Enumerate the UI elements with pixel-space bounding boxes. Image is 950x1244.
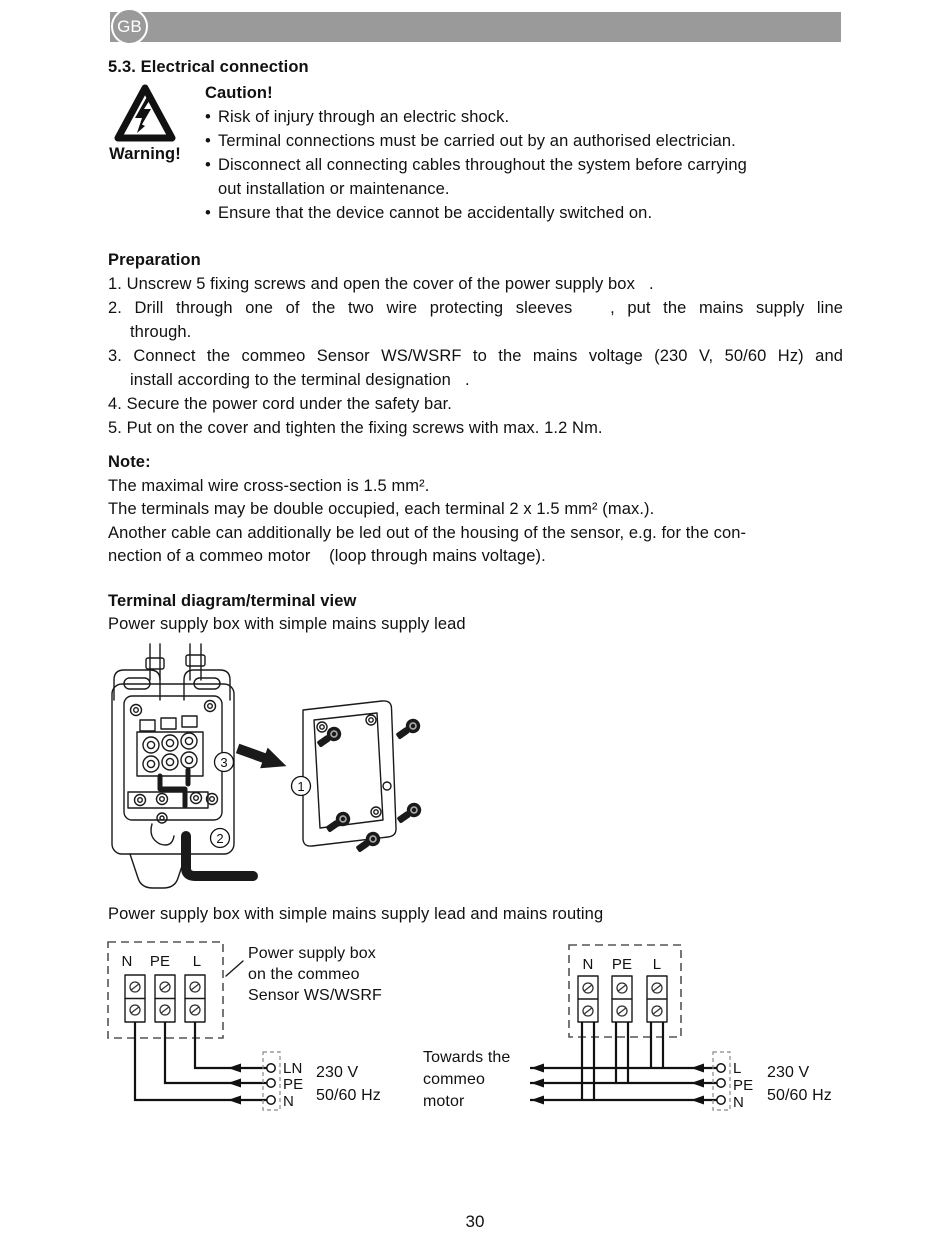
annotation-line: Sensor WS/WSRF bbox=[248, 987, 382, 1004]
mains-label-bot: N bbox=[733, 1094, 744, 1111]
motor-label-line: motor bbox=[423, 1093, 465, 1110]
wires bbox=[135, 1022, 267, 1105]
note-heading: Note: bbox=[108, 453, 151, 471]
page-number: 30 bbox=[465, 1212, 485, 1231]
routing-caption: Power supply box with simple mains supply lead and mains routing bbox=[108, 905, 604, 923]
note-line: The maximal wire cross-section is 1.5 mm². bbox=[108, 476, 430, 495]
mains-label-top: L bbox=[733, 1060, 742, 1077]
annotation-line: Power supply box bbox=[248, 945, 376, 962]
wires bbox=[530, 1022, 717, 1105]
terminal-label-pe: PE bbox=[149, 953, 171, 970]
step-item bbox=[108, 272, 843, 296]
note-line: Another cable can additionally be led out of the housing of the sensor, e.g. for the con- bbox=[108, 523, 747, 542]
bullet-icon: • bbox=[205, 156, 211, 174]
mains-label-bot: N bbox=[283, 1093, 294, 1110]
motor-label-line: Towards the bbox=[423, 1049, 511, 1066]
callout-2 bbox=[211, 829, 230, 848]
bullet-icon: • bbox=[205, 204, 211, 222]
exploded-view-drawing bbox=[100, 642, 490, 894]
cover-plate bbox=[303, 701, 396, 846]
loose-screws bbox=[314, 716, 424, 856]
step-text: 2. Drill through one of the two wire protecting sleeves , put the mains supply line bbox=[108, 299, 843, 317]
step-text: 4. Secure the power cord under the safety bar. bbox=[108, 395, 452, 413]
svg-text:1: 1 bbox=[297, 779, 305, 794]
terminal-section bbox=[108, 590, 843, 636]
caution-block bbox=[205, 81, 850, 225]
voltage-label: 230 V bbox=[767, 1064, 810, 1081]
step-item bbox=[108, 416, 843, 440]
caution-bullet bbox=[205, 153, 850, 201]
header-bar bbox=[110, 12, 841, 42]
mains-label-mid: PE bbox=[283, 1076, 304, 1093]
note-line: nection of a commeo motor (loop through mains voltage). bbox=[108, 547, 546, 565]
terminal-label-pe: PE bbox=[611, 956, 633, 973]
preparation-block bbox=[108, 248, 843, 440]
step-item bbox=[108, 392, 843, 416]
bullet-icon: • bbox=[205, 108, 211, 126]
terminal-label-n: N bbox=[582, 956, 594, 973]
svg-text:2: 2 bbox=[216, 831, 224, 846]
terminal-label-l: L bbox=[652, 956, 662, 973]
caution-heading: Caution! bbox=[205, 84, 273, 102]
terminal-label-n: N bbox=[121, 953, 133, 970]
step-item bbox=[108, 344, 843, 392]
terminal-blocks bbox=[125, 975, 205, 1022]
mains-label-mid: PE bbox=[733, 1077, 754, 1094]
preparation-heading: Preparation bbox=[108, 251, 201, 269]
caution-bullet-text: out installation or maintenance. bbox=[218, 180, 450, 198]
annotation-pointer bbox=[226, 961, 243, 976]
caution-bullet bbox=[205, 105, 850, 129]
caution-bullet-text: Terminal connections must be carried out by an authorised electrician. bbox=[218, 132, 736, 150]
annotation-line: on the commeo bbox=[248, 966, 360, 983]
wiring-diagram-sensor bbox=[100, 936, 460, 1136]
section-heading: 5.3. Electrical connection bbox=[108, 58, 309, 76]
step-text: through. bbox=[130, 323, 192, 341]
terminal-blocks bbox=[578, 976, 667, 1022]
warning-label: Warning! bbox=[109, 145, 181, 163]
note-line: The terminals may be double occupied, each terminal 2 x 1.5 mm² (max.). bbox=[108, 500, 655, 518]
high-voltage-warning-icon bbox=[114, 82, 176, 146]
language-badge bbox=[111, 8, 148, 45]
step-item bbox=[108, 296, 843, 344]
callout-1 bbox=[292, 777, 311, 796]
terminal-heading: Terminal diagram/terminal view bbox=[108, 592, 357, 610]
caution-bullet-text: Disconnect all connecting cables throughout the system before carrying bbox=[218, 156, 747, 174]
terminal-subheading: Power supply box with simple mains supply lead bbox=[108, 615, 466, 633]
frequency-label: 50/60 Hz bbox=[316, 1087, 381, 1104]
caution-bullet-text: Risk of injury through an electric shock. bbox=[218, 108, 510, 126]
language-badge-label: GB bbox=[117, 16, 142, 36]
bullet-icon: • bbox=[205, 132, 211, 150]
step-text: install according to the terminal designation . bbox=[130, 371, 470, 389]
wiring-diagram-motor-routing bbox=[415, 936, 865, 1136]
assembly-arrow-icon bbox=[234, 738, 290, 776]
motor-label-line: commeo bbox=[423, 1071, 485, 1088]
caution-bullet bbox=[205, 201, 850, 225]
mains-label-top: LN bbox=[283, 1060, 303, 1077]
callout-3 bbox=[215, 753, 234, 772]
step-text: 3. Connect the commeo Sensor WS/WSRF to the mains voltage (230 V, 50/60 Hz) and bbox=[108, 347, 843, 365]
step-text: 5. Put on the cover and tighten the fixing screws with max. 1.2 Nm. bbox=[108, 419, 603, 437]
frequency-label: 50/60 Hz bbox=[767, 1087, 832, 1104]
step-text: 1. Unscrew 5 fixing screws and open the cover of the power supply box . bbox=[108, 275, 654, 293]
safety-bar bbox=[128, 792, 208, 808]
svg-text:3: 3 bbox=[220, 755, 228, 770]
caution-bullet-text: Ensure that the device cannot be accidentally switched on. bbox=[218, 204, 653, 222]
terminal-label-l: L bbox=[192, 953, 202, 970]
note-block bbox=[108, 451, 843, 569]
voltage-label: 230 V bbox=[316, 1064, 359, 1081]
caution-bullet bbox=[205, 129, 850, 153]
terminal-block bbox=[137, 716, 203, 776]
